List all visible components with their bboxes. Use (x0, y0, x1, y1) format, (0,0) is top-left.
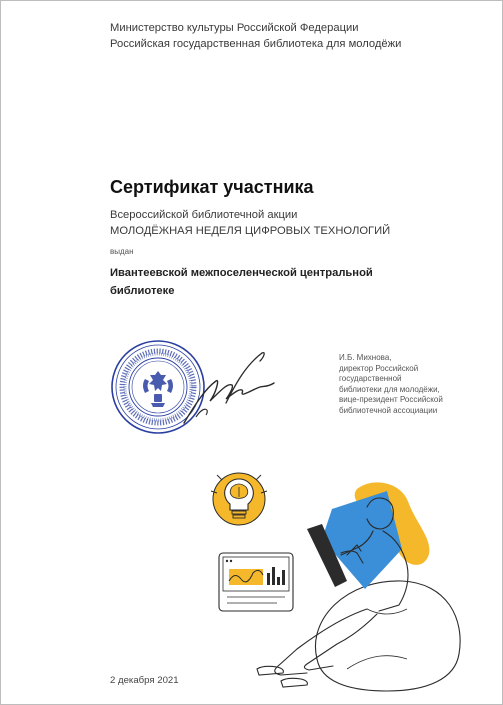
signer-title-1: директор Российской (339, 363, 419, 373)
event-line-1: Всероссийской библиотечной акции (110, 209, 298, 221)
ministry-name: Министерство культуры Российской Федерации (110, 22, 359, 34)
certificate-title: Сертификат участника (110, 177, 314, 197)
recipient-line-2: библиотеке (110, 285, 175, 297)
recipient-name (110, 264, 410, 300)
signer-block (339, 353, 479, 417)
signer-title-5: библиотечной ассоциации (339, 405, 438, 415)
library-name: Российская государственная библиотека для молодёжи (110, 38, 402, 50)
issued-label: выдан (110, 247, 134, 256)
analytics-panel-icon (219, 553, 293, 611)
signer-title-3: библиотеки для молодёжи, (339, 384, 440, 394)
lightbulb-icon (211, 473, 267, 525)
signer-title-2: государственной (339, 374, 402, 384)
event-description (110, 207, 390, 239)
event-line-2: МОЛОДЁЖНАЯ НЕДЕЛЯ ЦИФРОВЫХ ТЕХНОЛОГИЙ (110, 225, 391, 237)
signature-icon (176, 343, 286, 433)
issue-date: 2 декабря 2021 (110, 675, 179, 686)
recipient-line-1: Ивантеевской межпоселенческой центральной (110, 267, 373, 279)
signer-title-4: вице-президент Российской (339, 395, 443, 405)
woman-with-tablet-illustration (197, 469, 467, 694)
header-organization (110, 20, 401, 52)
signer-name: И.Б. Михнова, (339, 353, 392, 362)
